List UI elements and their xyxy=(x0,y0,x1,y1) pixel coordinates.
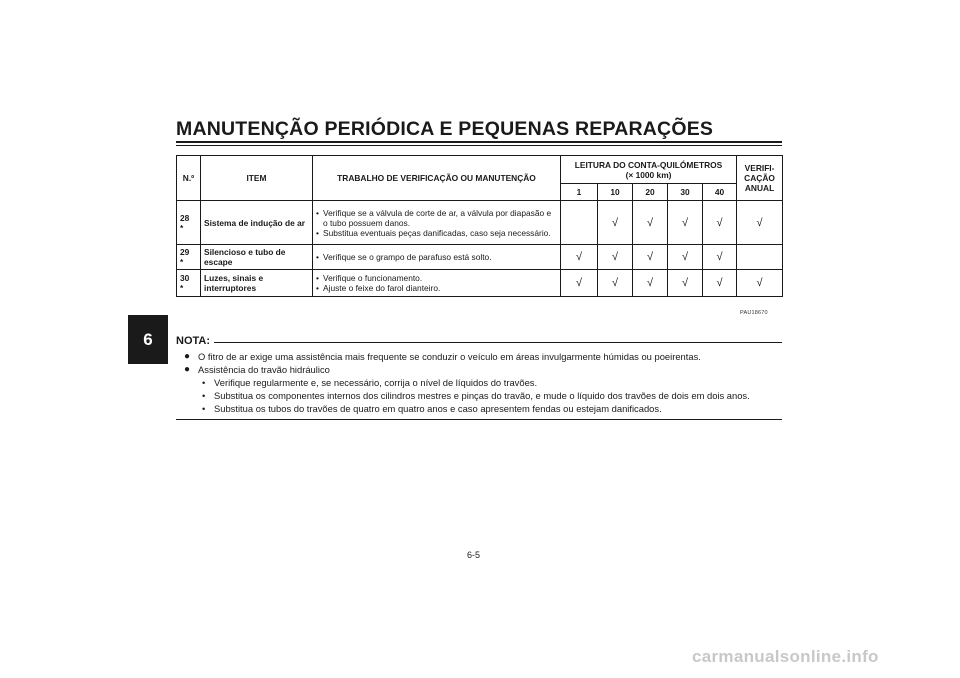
bullet-icon: ● xyxy=(184,364,191,375)
header-odometer-label: LEITURA DO CONTA-QUILÓMETROS xyxy=(574,159,723,170)
work-step: • Verifique o funcionamento. xyxy=(316,273,557,283)
note-bullet-text: Assistência do travão hidráulico xyxy=(198,364,330,375)
row-item: Sistema de indução de ar xyxy=(201,201,313,245)
row-item: Luzes, sinais e interruptores xyxy=(201,270,313,297)
table-row xyxy=(177,245,783,270)
note-subbullet-text: Verifique regularmente e, se necessário, corrija o nível de líquidos do travões. xyxy=(214,377,538,388)
note-subbullet xyxy=(176,376,782,389)
header-item: ITEM xyxy=(201,156,313,201)
note-subbullet xyxy=(176,389,782,402)
sub-bullet-icon: • xyxy=(202,390,206,401)
header-odometer-unit: (× 1000 km) xyxy=(625,169,672,180)
row-mark: * xyxy=(180,222,184,233)
header-interval: 40 xyxy=(703,184,737,201)
row-mark: * xyxy=(180,257,184,267)
header-odometer xyxy=(561,156,737,184)
row-work xyxy=(313,245,561,270)
maintenance-table xyxy=(176,155,783,297)
bullet-icon: ● xyxy=(184,351,191,362)
header-annual: VERIFI-CAÇÃO ANUAL xyxy=(737,156,783,201)
row-number xyxy=(177,201,201,245)
check-cell-annual xyxy=(737,245,783,270)
note-rule xyxy=(214,342,782,343)
row-work xyxy=(313,201,561,245)
row-work xyxy=(313,270,561,297)
work-step: • Ajuste o feixe do farol dianteiro. xyxy=(316,283,557,293)
row-number-value: 30 xyxy=(180,273,190,283)
page-number: 6-5 xyxy=(467,550,481,560)
note-subbullet-text: Substitua os componentes internos dos cilindros mestres e pinças do travão, e mude o líquido dos travões de dois em dois anos. xyxy=(214,390,750,401)
header-interval: 20 xyxy=(633,184,668,201)
note-label: NOTA: xyxy=(176,335,211,347)
work-step: • Substitua eventuais peças danificadas, caso seja necessário. xyxy=(316,228,557,238)
note-header xyxy=(176,335,782,347)
note-content xyxy=(176,347,782,415)
check-cell: √ xyxy=(633,245,668,270)
chapter-tab: 6 xyxy=(128,315,168,364)
note-bottom-rule xyxy=(176,419,782,420)
note-block xyxy=(176,335,782,420)
work-step: • Verifique se o grampo de parafuso está solto. xyxy=(316,252,557,262)
check-cell: √ xyxy=(703,270,737,297)
row-number xyxy=(177,270,201,297)
check-cell: √ xyxy=(668,245,703,270)
header-interval: 30 xyxy=(668,184,703,201)
note-bullet-text: O fitro de ar exige uma assistência mais frequente se conduzir o veículo em áreas invulgarmente húmidas ou poeirentas. xyxy=(198,351,701,362)
table-row xyxy=(177,201,783,245)
check-cell: √ xyxy=(561,245,598,270)
check-cell: √ xyxy=(633,201,668,245)
row-number-value: 29 xyxy=(180,247,190,257)
table-row xyxy=(177,270,783,297)
check-cell: √ xyxy=(703,245,737,270)
check-cell-annual: √ xyxy=(737,201,783,245)
row-mark: * xyxy=(180,283,184,293)
check-cell: √ xyxy=(668,201,703,245)
watermark: carmanualsonline.info xyxy=(692,647,879,666)
row-number xyxy=(177,245,201,270)
check-cell: √ xyxy=(598,201,633,245)
header-num: N.º xyxy=(177,156,201,201)
sub-bullet-icon: • xyxy=(202,403,206,414)
row-item: Silencioso e tubo de escape xyxy=(201,245,313,270)
check-cell: √ xyxy=(668,270,703,297)
check-cell-annual: √ xyxy=(737,270,783,297)
check-cell: √ xyxy=(598,245,633,270)
header-interval: 1 xyxy=(561,184,598,201)
reference-code: PAU18670 xyxy=(740,310,768,316)
page-title: MANUTENÇÃO PERIÓDICA E PEQUENAS REPARAÇÕES xyxy=(176,118,714,140)
check-cell xyxy=(561,201,598,245)
note-bullet xyxy=(176,363,782,376)
check-cell: √ xyxy=(598,270,633,297)
sub-bullet-icon: • xyxy=(202,377,206,388)
title-rule xyxy=(176,141,782,146)
note-bullet xyxy=(176,350,782,363)
header-work: TRABALHO DE VERIFICAÇÃO OU MANUTENÇÃO xyxy=(313,156,561,201)
work-step: • Verifique se a válvula de corte de ar, a válvula por diapasão e o tubo possuem danos. xyxy=(316,208,557,228)
row-number-value: 28 xyxy=(180,212,190,223)
note-subbullet-text: Substitua os tubos do travões de quatro em quatro anos e caso apresentem fendas ou estejam danificados. xyxy=(214,403,662,414)
note-subbullet xyxy=(176,402,782,415)
check-cell: √ xyxy=(561,270,598,297)
check-cell: √ xyxy=(703,201,737,245)
check-cell: √ xyxy=(633,270,668,297)
header-interval: 10 xyxy=(598,184,633,201)
